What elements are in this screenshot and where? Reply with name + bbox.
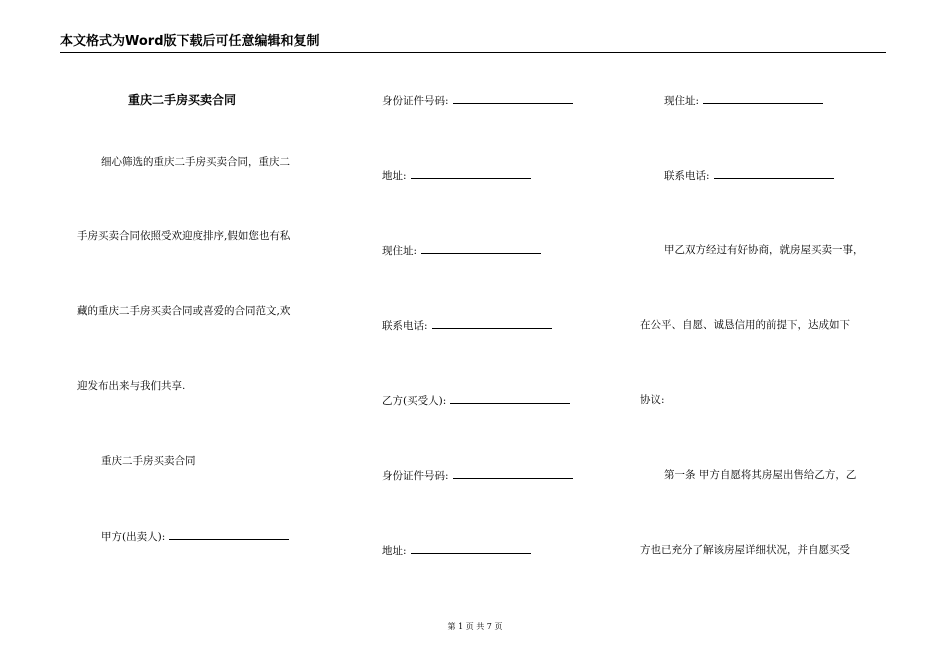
party-a-blank[interactable]	[169, 529, 289, 540]
agreement-line-2: 在公平、自愿、诚恳信用的前提下，达成如下	[640, 319, 850, 331]
address-label-b: 地址:	[382, 545, 407, 557]
id-number-label-a: 身份证件号码:	[382, 95, 449, 107]
address-blank-b[interactable]	[411, 543, 531, 554]
party-a-label: 甲方(出卖人):	[101, 531, 166, 543]
phone-row-b	[664, 168, 834, 183]
party-b-row	[382, 393, 570, 408]
id-number-blank-a[interactable]	[453, 93, 573, 104]
current-address-blank-a[interactable]	[421, 243, 541, 254]
agreement-line-3: 协议:	[640, 394, 665, 406]
phone-label-a: 联系电话:	[382, 320, 428, 332]
current-address-label-b: 现住址:	[664, 95, 700, 107]
current-address-blank-b[interactable]	[703, 93, 823, 104]
address-row-b	[382, 543, 531, 558]
contract-name: 重庆二手房买卖合同	[101, 455, 196, 467]
page-footer: 第 1 页 共 7 页	[447, 622, 503, 631]
phone-label-b: 联系电话:	[664, 170, 710, 182]
page-header	[60, 34, 886, 53]
address-row-a	[382, 168, 531, 183]
id-number-blank-b[interactable]	[453, 468, 573, 479]
phone-blank-b[interactable]	[714, 168, 834, 179]
id-number-row-b	[382, 468, 573, 483]
party-b-blank[interactable]	[450, 393, 570, 404]
phone-row-a	[382, 318, 552, 333]
document-title: 重庆二手房买卖合同	[128, 93, 237, 107]
current-address-label-a: 现住址:	[382, 245, 418, 257]
intro-line-4: 迎发布出来与我们共享.	[77, 380, 186, 392]
header-text: 本文格式为Word版下载后可任意编辑和复制	[60, 34, 320, 49]
intro-line-1: 细心筛选的重庆二手房买卖合同，重庆二	[101, 156, 290, 168]
current-address-row-a	[382, 243, 541, 258]
party-a-row	[101, 529, 289, 544]
intro-line-2: 手房买卖合同依照受欢迎度排序,假如您也有私	[77, 230, 291, 242]
agreement-line-1: 甲乙双方经过有好协商，就房屋买卖一事，	[664, 244, 864, 256]
phone-blank-a[interactable]	[432, 318, 552, 329]
address-label-a: 地址:	[382, 170, 407, 182]
party-b-label: 乙方(买受人):	[382, 395, 447, 407]
intro-line-3: 藏的重庆二手房买卖合同或喜爱的合同范文,欢	[77, 305, 291, 317]
article-1-line-2: 方也已充分了解该房屋详细状况，并自愿买受	[640, 544, 850, 556]
address-blank-a[interactable]	[411, 168, 531, 179]
id-number-label-b: 身份证件号码:	[382, 470, 449, 482]
current-address-row-b	[664, 93, 823, 108]
article-1-line-1: 第一条 甲方自愿将其房屋出售给乙方，乙	[664, 469, 857, 481]
id-number-row-a	[382, 93, 573, 108]
